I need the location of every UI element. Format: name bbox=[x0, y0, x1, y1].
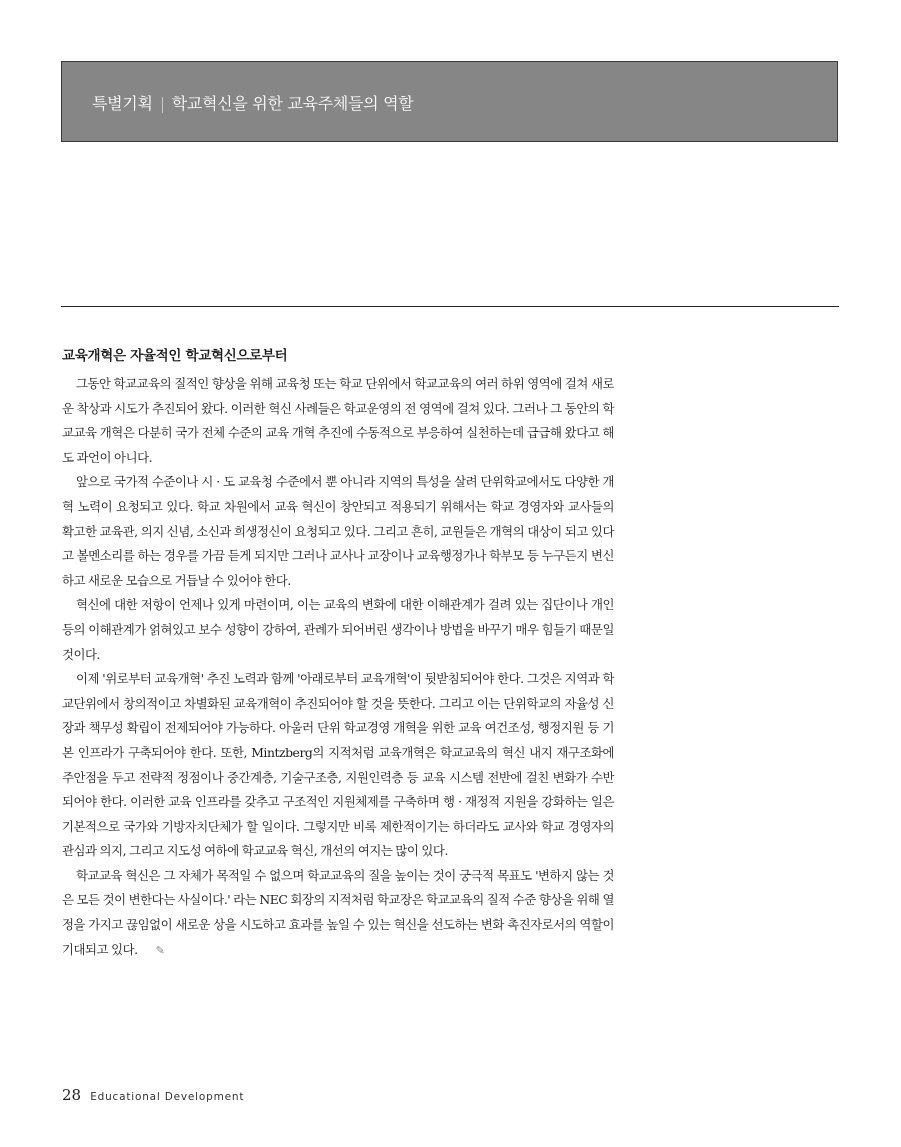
article-paragraph-2: 앞으로 국가적 수준이나 시 · 도 교육청 수준에서 뿐 아니라 지역의 특성을 살려 단위학교에서도 다양한 개혁 노력이 요청되고 있다. 학교 차원에서 교육 혁신이 창안되고 적용되기 위해서는 학교 경영자와 교사들의 확고한 교육관, 의지 신념, 소신과 희생정신이 요청되고 있다. 그리고 흔히, 교원들은 개혁의 대상이 되고 있다고 볼멘소리를 하는 경우를 가끔 듣게 되지만 그러나 교사나 교장이나 교육행정가나 학부모 등 누구든지 변신하고 새로운 모습으로 거듭날 수 있어야 한다. bbox=[62, 474, 614, 588]
article-paragraph-5-text: 학교교육 혁신은 그 자체가 목적일 수 없으며 학교교육의 질을 높이는 것이 궁극적 목표도 '변하지 않는 것은 모든 것이 변한다는 사실이다.' 라는 NEC 회장의 지적처럼 학교장은 학교교육의 질적 수준 향상을 위해 열정을 가지고 끊임없이 새로운 상을 시도하고 효과를 높일 수 있는 혁신을 선도하는 변화 촉진자로서의 역할이 기대되고 있다. bbox=[62, 867, 614, 957]
section-title: 학교혁신을 위한 교육주체들의 역할 bbox=[171, 94, 414, 113]
article-paragraph-3: 혁신에 대한 저항이 언제나 있게 마련이며, 이는 교육의 변화에 대한 이해관계가 걸려 있는 집단이나 개인 등의 이해관계가 얽혀있고 보수 성향이 강하여, 관례가 되어버린 생각이나 방법을 바꾸기 매우 힘들기 때문일 것이다. bbox=[62, 597, 614, 662]
end-mark-icon: ✎ bbox=[155, 943, 165, 957]
article-body bbox=[62, 346, 614, 963]
publication-name: Educational Development bbox=[90, 1091, 245, 1103]
section-header-text bbox=[92, 91, 413, 114]
page-number: 28 bbox=[62, 1086, 82, 1104]
section-header-banner bbox=[61, 61, 838, 142]
horizontal-rule bbox=[61, 306, 839, 307]
article-heading: 교육개혁은 자율적인 학교혁신으로부터 bbox=[62, 348, 288, 364]
page-footer bbox=[62, 1085, 244, 1104]
article-paragraph-5 bbox=[62, 864, 614, 963]
header-separator: | bbox=[159, 94, 165, 113]
article-paragraph-4: 이제 '위로부터 교육개혁' 추진 노력과 함께 '아래로부터 교육개혁'이 뒷받침되어야 한다. 그것은 지역과 학교단위에서 창의적이고 차별화된 교육개혁이 추진되어야 할 것을 뜻한다. 그리고 이는 단위학교의 자율성 신장과 책무성 확립이 전제되어야 가능하다. 아울러 단위 학교경영 개혁을 위한 교육 여건조성, 행정지원 등 기본 인프라가 구축되어야 한다. 또한, Mintzberg의 지적처럼 교육개혁은 학교교육의 혁신 내지 재구조화에 주안점을 두고 전략적 정점이나 중간계층, 기술구조층, 지원인력층 등 교육 시스템 전반에 걸친 변화가 수반되어야 한다. 이러한 교육 인프라를 갖추고 구조적인 지원체제를 구축하며 행 · 재정적 지원을 강화하는 일은 기본적으로 국가와 기방자치단체가 할 일이다. 그렇지만 비록 제한적이기는 하더라도 교사와 학교 경영자의 관심과 의지, 그리고 지도성 여하에 학교교육 혁신, 개선의 여지는 많이 있다. bbox=[62, 671, 614, 859]
section-label: 특별기획 bbox=[92, 94, 153, 113]
article-paragraph-1: 그동안 학교교육의 질적인 향상을 위해 교육청 또는 학교 단위에서 학교교육의 여러 하위 영역에 걸쳐 새로운 착상과 시도가 추진되어 왔다. 이러한 혁신 사례들은 학교운영의 전 영역에 걸쳐 있다. 그러나 그 동안의 학교교육 개혁은 다분히 국가 전체 수준의 교육 개혁 추진에 수동적으로 부응하여 실천하는데 급급해 왔다고 해도 과언이 아니다. bbox=[62, 376, 614, 465]
